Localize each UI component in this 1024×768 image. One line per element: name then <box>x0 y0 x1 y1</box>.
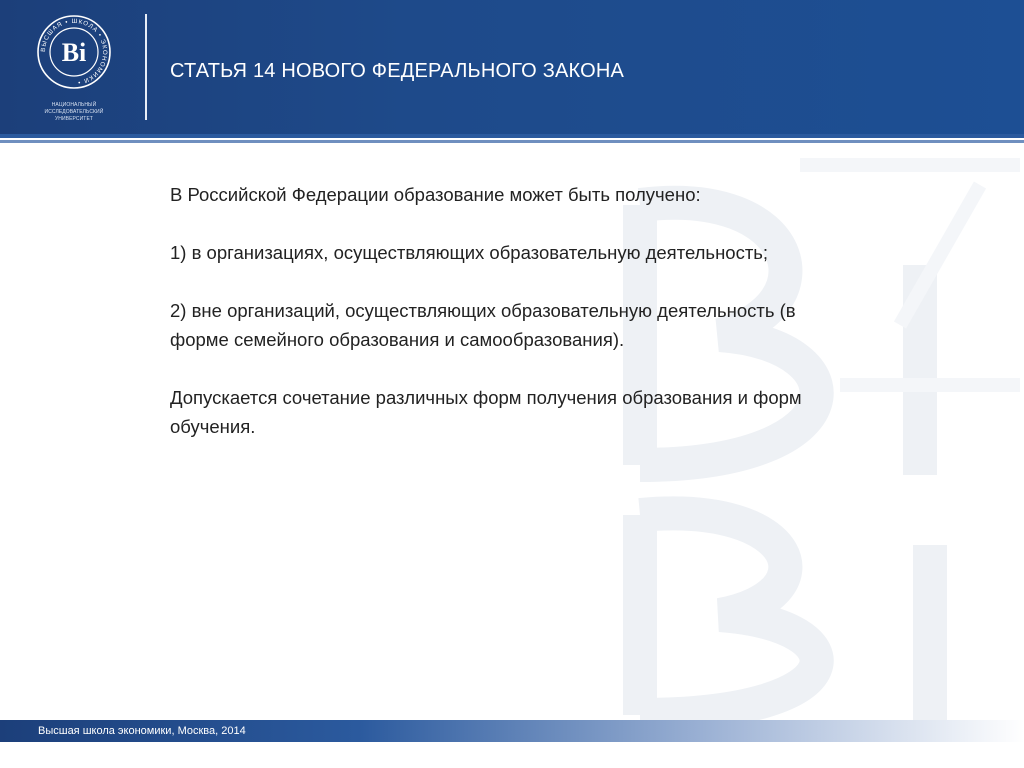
slide-header <box>0 0 1024 134</box>
body-paragraph-note: Допускается сочетание различных форм получения образования и форм обучения. <box>170 387 802 437</box>
university-logo <box>22 14 126 124</box>
slide-title: СТАТЬЯ 14 НОВОГО ФЕДЕРАЛЬНОГО ЗАКОНА <box>170 60 625 82</box>
header-divider <box>145 14 147 120</box>
header-stripe <box>0 134 1024 138</box>
body-paragraph-intro: В Российской Федерации образование может быть получено: <box>170 184 701 205</box>
slide-body <box>170 180 850 470</box>
logo-ring-text: ВЫСШАЯ • ШКОЛА • ЭКОНОМИКИ • <box>39 17 109 86</box>
hse-seal-icon <box>36 14 112 90</box>
header-stripe-light <box>0 140 1024 143</box>
body-paragraph-item-2: 2) вне организаций, осуществляющих образовательную деятельность (в форме семейного образования и самообразования). <box>170 300 796 350</box>
footer-text: Высшая школа экономики, Москва, 2014 <box>38 725 246 737</box>
logo-monogram: Ві <box>61 38 87 67</box>
body-paragraph-item-1: 1) в организациях, осуществляющих образовательную деятельность; <box>170 242 769 263</box>
logo-caption: НАЦИОНАЛЬНЫЙ ИССЛЕДОВАТЕЛЬСКИЙ УНИВЕРСИТЕТ <box>44 102 104 122</box>
